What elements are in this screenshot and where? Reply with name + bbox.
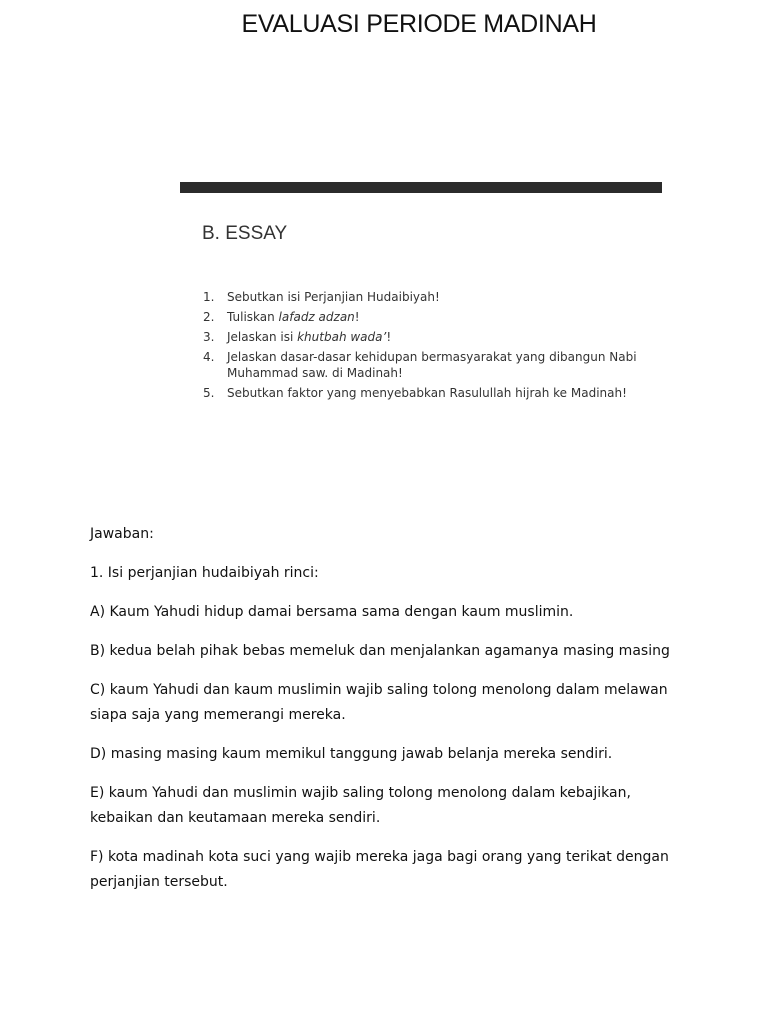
question-text: Jelaskan dasar-dasar kehidupan bermasyarakat yang dibangun Nabi Muhammad saw. di Madinah!: [227, 350, 637, 380]
question-text-end: !: [354, 310, 360, 324]
answer-item-e: E) kaum Yahudi dan muslimin wajib saling tolong menolong dalam kebajikan, kebaikan dan keutamaan mereka sendiri.: [90, 785, 631, 826]
answer-label: Jawaban:: [90, 526, 154, 542]
document-title: EVALUASI PERIODE MADINAH: [241, 10, 597, 38]
answer-item-c: C) kaum Yahudi dan kaum muslimin wajib saling tolong menolong dalam melawan siapa saja yang memerangi mereka.: [90, 682, 668, 723]
question-number: 2.: [203, 310, 215, 324]
question-item-2: [203, 309, 663, 325]
question-text: Jelaskan isi: [227, 330, 298, 344]
question-item-3: [203, 329, 663, 345]
question-number: 3.: [203, 330, 215, 344]
question-term-italic: khutbah wada’: [297, 330, 387, 344]
question-text: Sebutkan isi Perjanjian Hudaibiyah!: [227, 290, 440, 304]
question-item-4: [203, 349, 663, 381]
answer-section: [90, 522, 690, 909]
question-text: Sebutkan faktor yang menyebabkan Rasulullah hijrah ke Madinah!: [227, 386, 627, 400]
answer-item-d: D) masing masing kaum memikul tanggung jawab belanja mereka sendiri.: [90, 746, 613, 762]
answer-heading: 1. Isi perjanjian hudaibiyah rinci:: [90, 565, 319, 581]
question-item-5: [203, 385, 663, 401]
question-text: Tuliskan: [227, 310, 279, 324]
answer-item-b: B) kedua belah pihak bebas memeluk dan menjalankan agamanya masing masing: [90, 643, 670, 659]
question-item-1: [203, 289, 663, 305]
section-divider-bar: [180, 182, 662, 193]
question-number: 5.: [203, 386, 215, 400]
essay-section-heading: B. ESSAY: [202, 223, 288, 244]
question-number: 1.: [203, 290, 215, 304]
question-number: 4.: [203, 350, 215, 364]
answer-item-a: A) Kaum Yahudi hidup damai bersama sama dengan kaum muslimin.: [90, 604, 574, 620]
question-term-italic: lafadz adzan: [278, 310, 355, 324]
essay-question-list: [203, 289, 663, 405]
answer-item-f: F) kota madinah kota suci yang wajib mereka jaga bagi orang yang terikat dengan perjanjian tersebut.: [90, 849, 669, 890]
question-text-end: !: [386, 330, 392, 344]
